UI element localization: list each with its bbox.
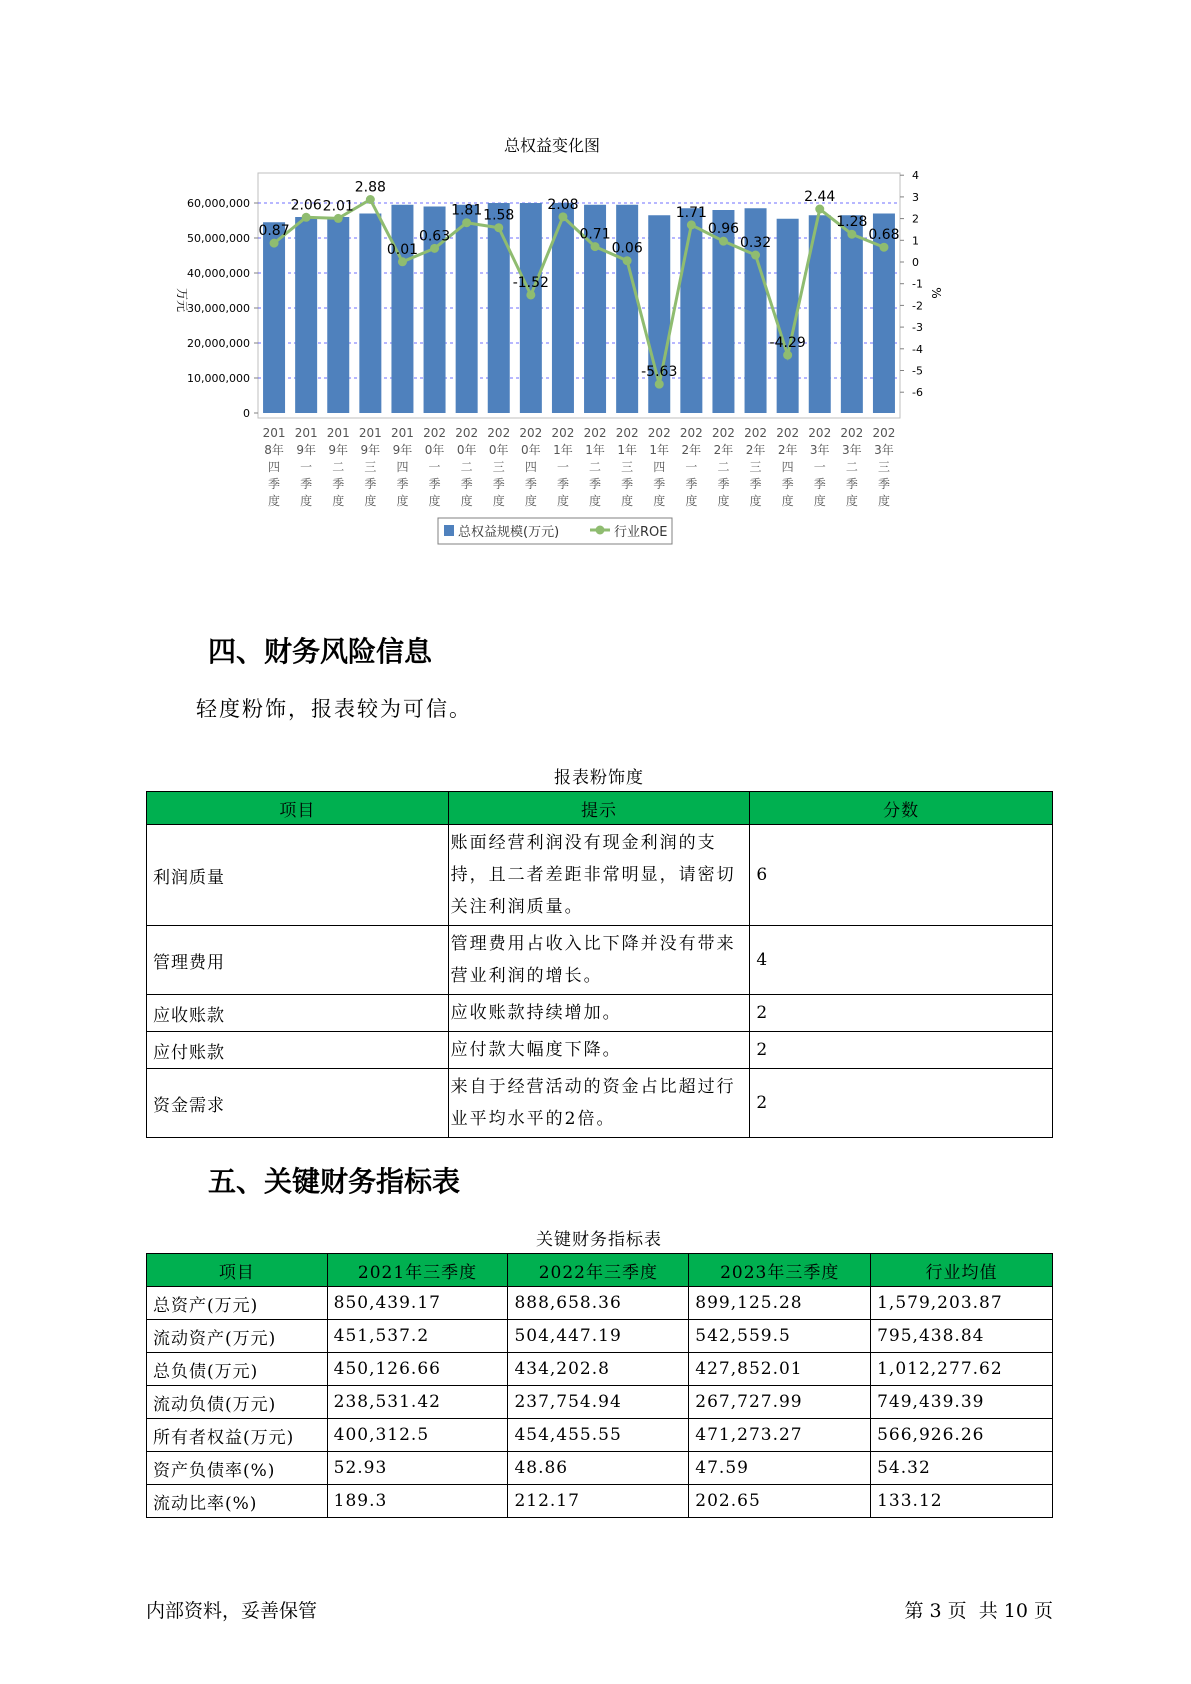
risk-item: 应付账款 bbox=[147, 1032, 449, 1069]
left-tick-label: 0 bbox=[243, 407, 250, 420]
x-tick-label: 季 bbox=[428, 477, 441, 491]
x-tick-label: 一 bbox=[556, 460, 569, 474]
roe-point bbox=[526, 290, 535, 299]
roe-data-label: 0.68 bbox=[868, 227, 900, 244]
roe-point bbox=[302, 213, 311, 222]
risk-table-caption: 报表粉饰度 bbox=[554, 768, 644, 788]
left-tick-label: 50,000,000 bbox=[187, 232, 250, 245]
bar bbox=[680, 208, 702, 413]
table-row bbox=[147, 1069, 1053, 1138]
x-tick-label: 度 bbox=[685, 494, 698, 508]
x-tick-label: 季 bbox=[300, 477, 313, 491]
risk-hint: 管理费用占收入比下降并没有带来营业利润的增长。 bbox=[448, 926, 750, 995]
x-tick-label: 季 bbox=[492, 477, 505, 491]
x-tick-label: 202 bbox=[647, 426, 671, 440]
x-tick-label: 度 bbox=[396, 494, 409, 508]
x-tick-label: 四 bbox=[653, 460, 666, 474]
indicator-value: 427,852.01 bbox=[689, 1353, 871, 1386]
indicator-name: 流动资产(万元) bbox=[147, 1320, 328, 1353]
indicator-value: 238,531.42 bbox=[327, 1386, 508, 1419]
x-tick-label: 201 bbox=[326, 426, 350, 440]
x-tick-label: 四 bbox=[268, 460, 281, 474]
roe-point bbox=[398, 257, 407, 266]
right-tick-label: 1 bbox=[912, 234, 919, 248]
x-tick-label: 季 bbox=[653, 477, 666, 491]
legend-bar-swatch bbox=[444, 525, 454, 536]
indicator-header-2023q3: 2023年三季度 bbox=[689, 1254, 871, 1287]
x-tick-label: 季 bbox=[717, 477, 730, 491]
indicator-value: 48.86 bbox=[508, 1452, 689, 1485]
x-tick-label: 季 bbox=[749, 477, 762, 491]
right-tick-label: -3 bbox=[912, 321, 923, 335]
x-tick-label: 201 bbox=[262, 426, 286, 440]
x-tick-label: 201 bbox=[358, 426, 382, 440]
x-tick-label: 202 bbox=[423, 426, 447, 440]
risk-table bbox=[146, 791, 1053, 1138]
risk-hint: 应收账款持续增加。 bbox=[448, 995, 750, 1032]
table-row bbox=[147, 1419, 1053, 1452]
x-tick-label: 度 bbox=[268, 494, 281, 508]
x-tick-label: 202 bbox=[519, 426, 543, 440]
table-row bbox=[147, 1032, 1053, 1069]
x-tick-label: 8年 bbox=[264, 443, 284, 457]
risk-hint: 来自于经营活动的资金占比超过行业平均水平的2倍。 bbox=[448, 1069, 750, 1138]
right-tick-label: 4 bbox=[912, 169, 919, 183]
indicator-value: 133.12 bbox=[871, 1485, 1053, 1518]
table-row bbox=[147, 825, 1053, 926]
indicator-value: 400,312.5 bbox=[327, 1419, 508, 1452]
x-tick-label: 二 bbox=[589, 460, 602, 474]
x-tick-label: 1年 bbox=[649, 443, 670, 457]
table-row bbox=[147, 1287, 1053, 1320]
roe-point bbox=[462, 218, 471, 227]
x-tick-label: 0年 bbox=[488, 443, 509, 457]
x-tick-label: 202 bbox=[551, 426, 575, 440]
x-tick-label: 度 bbox=[845, 494, 858, 508]
x-tick-label: 202 bbox=[615, 426, 639, 440]
roe-point bbox=[591, 242, 600, 251]
x-tick-label: 度 bbox=[749, 494, 762, 508]
right-tick-label: 0 bbox=[912, 256, 919, 269]
x-tick-label: 四 bbox=[781, 460, 794, 474]
roe-data-label: 0.96 bbox=[707, 221, 740, 238]
x-tick-label: 度 bbox=[524, 494, 537, 508]
risk-item: 利润质量 bbox=[147, 825, 449, 926]
x-tick-label: 度 bbox=[877, 494, 890, 508]
x-tick-label: 202 bbox=[808, 426, 832, 440]
x-tick-label: 0年 bbox=[456, 443, 477, 457]
right-tick-label: -1 bbox=[912, 277, 923, 291]
x-tick-label: 度 bbox=[589, 494, 602, 508]
x-tick-label: 202 bbox=[679, 426, 703, 440]
risk-hint: 账面经营利润没有现金利润的支持，且二者差距非常明显，请密切关注利润质量。 bbox=[448, 825, 750, 926]
table-row bbox=[147, 926, 1053, 995]
x-tick-label: 四 bbox=[524, 460, 537, 474]
roe-data-label: 1.71 bbox=[675, 204, 707, 221]
indicator-value: 566,926.26 bbox=[871, 1419, 1053, 1452]
section4-heading: 四、财务风险信息 bbox=[208, 635, 433, 668]
roe-data-label: 0.01 bbox=[386, 241, 419, 258]
indicator-value: 451,537.2 bbox=[327, 1320, 508, 1353]
indicator-value: 212.17 bbox=[508, 1485, 689, 1518]
indicator-value: 202.65 bbox=[689, 1485, 871, 1518]
indicator-value: 52.93 bbox=[327, 1452, 508, 1485]
left-tick-label: 60,000,000 bbox=[187, 197, 250, 210]
indicator-table-caption: 关键财务指标表 bbox=[536, 1230, 662, 1250]
roe-data-label: 1.28 bbox=[836, 214, 868, 231]
bar bbox=[520, 203, 542, 413]
roe-point bbox=[270, 239, 279, 248]
x-tick-label: 1年 bbox=[585, 443, 605, 457]
table-row bbox=[147, 1320, 1053, 1353]
roe-point bbox=[687, 220, 696, 229]
roe-data-label: -5.63 bbox=[641, 364, 678, 381]
legend bbox=[438, 518, 672, 544]
section4-summary: 轻度粉饰，报表较为可信。 bbox=[196, 697, 472, 721]
x-tick-label: 0年 bbox=[521, 443, 541, 457]
x-tick-label: 2年 bbox=[713, 443, 734, 457]
x-tick-label: 二 bbox=[717, 460, 730, 474]
x-tick-label: 度 bbox=[653, 494, 666, 508]
x-tick-label: 202 bbox=[744, 426, 768, 440]
indicator-header-industry-avg: 行业均值 bbox=[871, 1254, 1053, 1287]
x-tick-label: 季 bbox=[364, 477, 377, 491]
right-tick-label: -2 bbox=[912, 299, 923, 313]
right-tick-label: -5 bbox=[912, 364, 923, 378]
indicator-name: 流动比率(%) bbox=[147, 1485, 328, 1518]
left-tick-label: 20,000,000 bbox=[187, 337, 250, 350]
legend-line-marker bbox=[596, 526, 605, 535]
x-tick-label: 季 bbox=[813, 477, 826, 491]
x-tick-label: 季 bbox=[556, 477, 569, 491]
x-tick-label: 二 bbox=[845, 460, 858, 474]
indicator-name: 所有者权益(万元) bbox=[147, 1419, 328, 1452]
x-tick-label: 三 bbox=[364, 460, 377, 474]
risk-score: 4 bbox=[750, 926, 1053, 995]
x-tick-label: 三 bbox=[877, 460, 890, 474]
roe-data-label: 0.87 bbox=[258, 223, 290, 240]
x-tick-label: 三 bbox=[621, 460, 634, 474]
roe-point bbox=[655, 380, 664, 389]
indicator-value: 454,455.55 bbox=[508, 1419, 689, 1452]
x-tick-label: 一 bbox=[813, 460, 826, 474]
table-row bbox=[147, 1452, 1053, 1485]
indicator-value: 850,439.17 bbox=[327, 1287, 508, 1320]
roe-point bbox=[366, 195, 375, 204]
x-tick-label: 1年 bbox=[553, 443, 573, 457]
x-tick-label: 2年 bbox=[777, 443, 798, 457]
left-tick-label: 30,000,000 bbox=[187, 302, 250, 315]
x-tick-label: 3年 bbox=[874, 443, 894, 457]
equity-change-chart bbox=[140, 130, 970, 550]
x-tick-label: 度 bbox=[460, 494, 473, 508]
right-tick-label: 2 bbox=[912, 212, 919, 226]
risk-score: 6 bbox=[750, 825, 1053, 926]
indicator-name: 总资产(万元) bbox=[147, 1287, 328, 1320]
indicator-header-2021q3: 2021年三季度 bbox=[327, 1254, 508, 1287]
chart-title: 总权益变化图 bbox=[503, 136, 601, 155]
roe-data-label: -1.52 bbox=[512, 274, 549, 291]
roe-data-label: 2.06 bbox=[290, 197, 322, 214]
x-tick-label: 季 bbox=[332, 477, 345, 491]
right-tick-label: 3 bbox=[912, 190, 919, 204]
x-tick-label: 0年 bbox=[424, 443, 445, 457]
indicator-value: 542,559.5 bbox=[689, 1320, 871, 1353]
indicator-table bbox=[146, 1253, 1053, 1518]
roe-point bbox=[494, 223, 503, 232]
roe-data-label: 2.44 bbox=[804, 189, 836, 206]
x-tick-label: 9年 bbox=[296, 443, 316, 457]
x-tick-label: 度 bbox=[428, 494, 441, 508]
risk-score: 2 bbox=[750, 1032, 1053, 1069]
x-tick-label: 9年 bbox=[392, 443, 413, 457]
left-tick-label: 40,000,000 bbox=[187, 267, 250, 280]
roe-point bbox=[751, 251, 760, 260]
x-tick-label: 季 bbox=[396, 477, 409, 491]
x-tick-label: 季 bbox=[589, 477, 602, 491]
table-row bbox=[147, 1386, 1053, 1419]
x-tick-label: 季 bbox=[460, 477, 473, 491]
right-tick-label: -4 bbox=[912, 342, 923, 356]
indicator-header-2022q3: 2022年三季度 bbox=[508, 1254, 689, 1287]
x-tick-label: 季 bbox=[781, 477, 794, 491]
x-tick-label: 2年 bbox=[745, 443, 766, 457]
x-tick-label: 度 bbox=[556, 494, 569, 508]
footer-confidential-note: 内部资料，妥善保管 bbox=[146, 1600, 318, 1622]
roe-point bbox=[623, 256, 632, 265]
x-tick-label: 二 bbox=[332, 460, 345, 474]
x-tick-label: 四 bbox=[396, 460, 409, 474]
indicator-value: 267,727.99 bbox=[689, 1386, 871, 1419]
bar bbox=[263, 222, 285, 413]
indicator-value: 189.3 bbox=[327, 1485, 508, 1518]
risk-item: 应收账款 bbox=[147, 995, 449, 1032]
roe-data-label: 0.06 bbox=[611, 240, 643, 257]
x-tick-label: 二 bbox=[460, 460, 473, 474]
x-tick-label: 202 bbox=[583, 426, 607, 440]
indicator-value: 899,125.28 bbox=[689, 1287, 871, 1320]
x-tick-label: 9年 bbox=[360, 443, 381, 457]
indicator-value: 888,658.36 bbox=[508, 1287, 689, 1320]
indicator-value: 434,202.8 bbox=[508, 1353, 689, 1386]
x-tick-label: 度 bbox=[492, 494, 505, 508]
table-row bbox=[147, 1485, 1053, 1518]
risk-hint: 应付款大幅度下降。 bbox=[448, 1032, 750, 1069]
bar bbox=[327, 217, 349, 413]
indicator-value: 54.32 bbox=[871, 1452, 1053, 1485]
x-tick-label: 季 bbox=[621, 477, 634, 491]
indicator-name: 资产负债率(%) bbox=[147, 1452, 328, 1485]
indicator-value: 1,579,203.87 bbox=[871, 1287, 1053, 1320]
footer-page-number: 第 3 页 共 10 页 bbox=[904, 1600, 1053, 1622]
x-tick-label: 季 bbox=[524, 477, 537, 491]
right-axis-label: % bbox=[929, 287, 943, 299]
risk-item: 资金需求 bbox=[147, 1069, 449, 1138]
x-tick-label: 度 bbox=[717, 494, 730, 508]
x-tick-label: 2年 bbox=[681, 443, 702, 457]
roe-point bbox=[334, 214, 343, 223]
bar bbox=[359, 214, 381, 414]
indicator-value: 450,126.66 bbox=[327, 1353, 508, 1386]
indicator-header-item: 项目 bbox=[147, 1254, 328, 1287]
x-tick-label: 1年 bbox=[617, 443, 637, 457]
x-tick-label: 一 bbox=[428, 460, 441, 474]
x-tick-label: 三 bbox=[749, 460, 762, 474]
x-tick-label: 度 bbox=[621, 494, 634, 508]
roe-data-label: 0.63 bbox=[418, 228, 451, 245]
roe-data-label: -4.29 bbox=[769, 335, 806, 352]
bar bbox=[488, 203, 510, 413]
table-row bbox=[147, 995, 1053, 1032]
x-tick-label: 季 bbox=[685, 477, 698, 491]
bar bbox=[841, 215, 863, 413]
roe-point bbox=[558, 212, 567, 221]
x-tick-label: 201 bbox=[294, 426, 318, 440]
indicator-name: 总负债(万元) bbox=[147, 1353, 328, 1386]
x-tick-label: 202 bbox=[840, 426, 864, 440]
roe-data-label: 1.58 bbox=[483, 207, 515, 224]
indicator-name: 流动负债(万元) bbox=[147, 1386, 328, 1419]
left-axis-label: 万元 bbox=[175, 287, 189, 313]
x-tick-label: 度 bbox=[813, 494, 826, 508]
roe-data-label: 0.71 bbox=[579, 226, 611, 243]
x-tick-label: 202 bbox=[872, 426, 896, 440]
indicator-value: 1,012,277.62 bbox=[871, 1353, 1053, 1386]
right-axis-ticks bbox=[900, 169, 923, 399]
risk-header-score: 分数 bbox=[750, 792, 1053, 825]
roe-point bbox=[430, 244, 439, 253]
roe-point bbox=[783, 351, 792, 360]
roe-point bbox=[847, 230, 856, 239]
roe-data-label: 2.88 bbox=[354, 179, 386, 196]
indicator-value: 47.59 bbox=[689, 1452, 871, 1485]
risk-score: 2 bbox=[750, 995, 1053, 1032]
x-tick-label: 一 bbox=[300, 460, 313, 474]
x-tick-label: 202 bbox=[711, 426, 735, 440]
roe-point bbox=[815, 205, 824, 214]
x-tick-label: 202 bbox=[487, 426, 511, 440]
x-tick-label: 202 bbox=[455, 426, 479, 440]
risk-header-hint: 提示 bbox=[448, 792, 750, 825]
bar bbox=[456, 205, 478, 413]
indicator-header-row bbox=[147, 1254, 1053, 1287]
x-tick-label: 季 bbox=[845, 477, 858, 491]
roe-data-label: 1.81 bbox=[451, 202, 483, 219]
table-row bbox=[147, 1353, 1053, 1386]
risk-score: 2 bbox=[750, 1069, 1053, 1138]
left-axis-ticks bbox=[187, 197, 258, 420]
x-tick-label: 度 bbox=[300, 494, 313, 508]
x-tick-label: 季 bbox=[877, 477, 890, 491]
x-tick-label: 9年 bbox=[328, 443, 349, 457]
bar bbox=[295, 217, 317, 413]
left-tick-label: 10,000,000 bbox=[187, 372, 250, 385]
section5-heading: 五、关键财务指标表 bbox=[208, 1165, 461, 1198]
roe-point bbox=[719, 237, 728, 246]
x-tick-label: 季 bbox=[268, 477, 281, 491]
risk-header-item: 项目 bbox=[147, 792, 449, 825]
indicator-value: 795,438.84 bbox=[871, 1320, 1053, 1353]
x-tick-label: 3年 bbox=[809, 443, 830, 457]
roe-data-label: 0.32 bbox=[739, 235, 772, 252]
roe-point bbox=[879, 243, 888, 252]
x-tick-label: 度 bbox=[364, 494, 377, 508]
indicator-value: 471,273.27 bbox=[689, 1419, 871, 1452]
legend-line-label: 行业ROE bbox=[614, 525, 668, 540]
bar bbox=[391, 205, 413, 413]
legend-bar-label: 总权益规模(万元) bbox=[458, 525, 560, 540]
x-tick-label: 度 bbox=[332, 494, 345, 508]
indicator-value: 237,754.94 bbox=[508, 1386, 689, 1419]
x-tick-label: 三 bbox=[492, 460, 505, 474]
risk-item: 管理费用 bbox=[147, 926, 449, 995]
x-tick-label: 一 bbox=[685, 460, 698, 474]
x-tick-label: 度 bbox=[781, 494, 794, 508]
right-tick-label: -6 bbox=[912, 386, 923, 400]
roe-data-label: 2.01 bbox=[322, 198, 354, 215]
x-tick-label: 3年 bbox=[842, 443, 862, 457]
x-axis-labels bbox=[263, 426, 896, 508]
x-tick-label: 202 bbox=[776, 426, 800, 440]
roe-series bbox=[258, 180, 899, 389]
bar bbox=[616, 205, 638, 413]
indicator-value: 749,439.39 bbox=[871, 1386, 1053, 1419]
risk-table-header-row bbox=[147, 792, 1053, 825]
x-tick-label: 201 bbox=[390, 426, 414, 440]
indicator-value: 504,447.19 bbox=[508, 1320, 689, 1353]
roe-data-label: 2.08 bbox=[547, 196, 579, 213]
